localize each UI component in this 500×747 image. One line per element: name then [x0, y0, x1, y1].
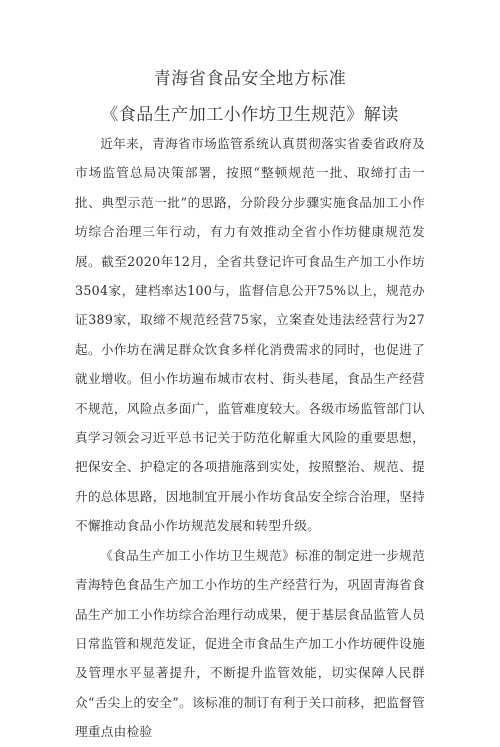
paragraph-background: 近年来，青海省市场监管系统认真贯彻落实省委省政府及市场监管总局决策部署，按照“整顿规范一批、取缔打击一批、典型示范一批”的思路，分阶段分步骤实施食品加工小作坊综合治理三年行动，有力有效推动全省小作坊健康规范发展。截至2020年12月，全省共登记许可食品生产加工小作坊3504家，建档率达100与，监督信息公开75%以上，规范办证389家，取缔不规范经营75家，立案查处违法经营行为27起。小作坊在满足群众饮食多样化消费需求的同时，也促进了就业增收。但小作坊遍布城市农村、街头巷尾，食品生产经营不规范，风险点多面广，监管难度较大。各级市场监管部门认真学习领会习近平总书记关于防范化解重大风险的重要思想，把保安全、护稳定的各项措施落到实处，按照整治、规范、提升的总体思路，因地制宜开展小作坊食品安全综合治理，坚持不懈推动食品小作坊规范发展和转型升级。 — [75, 136, 425, 534]
document-body — [75, 129, 425, 747]
document-subtitle: 《食品生产加工小作坊卫生规范》解读 — [101, 105, 399, 125]
paragraph-standard-purpose: 《食品生产加工小作坊卫生规范》标准的制定进一步规范青海特色食品生产加工小作坊的生产经营行为，巩固青海省食品生产加工小作坊综合治理行动成果，便于基层食品监管人员日常监管和规范发证，促进全市食品生产加工小作坊硬件设施及管理水平显著提升，不断提升监管效能，切实保障人民群众“舌尖上的安全”。该标准的制订有利于关口前移，把监督管理重点由检验 — [75, 547, 425, 740]
document-title: 青海省食品安全地方标准 — [153, 69, 347, 89]
